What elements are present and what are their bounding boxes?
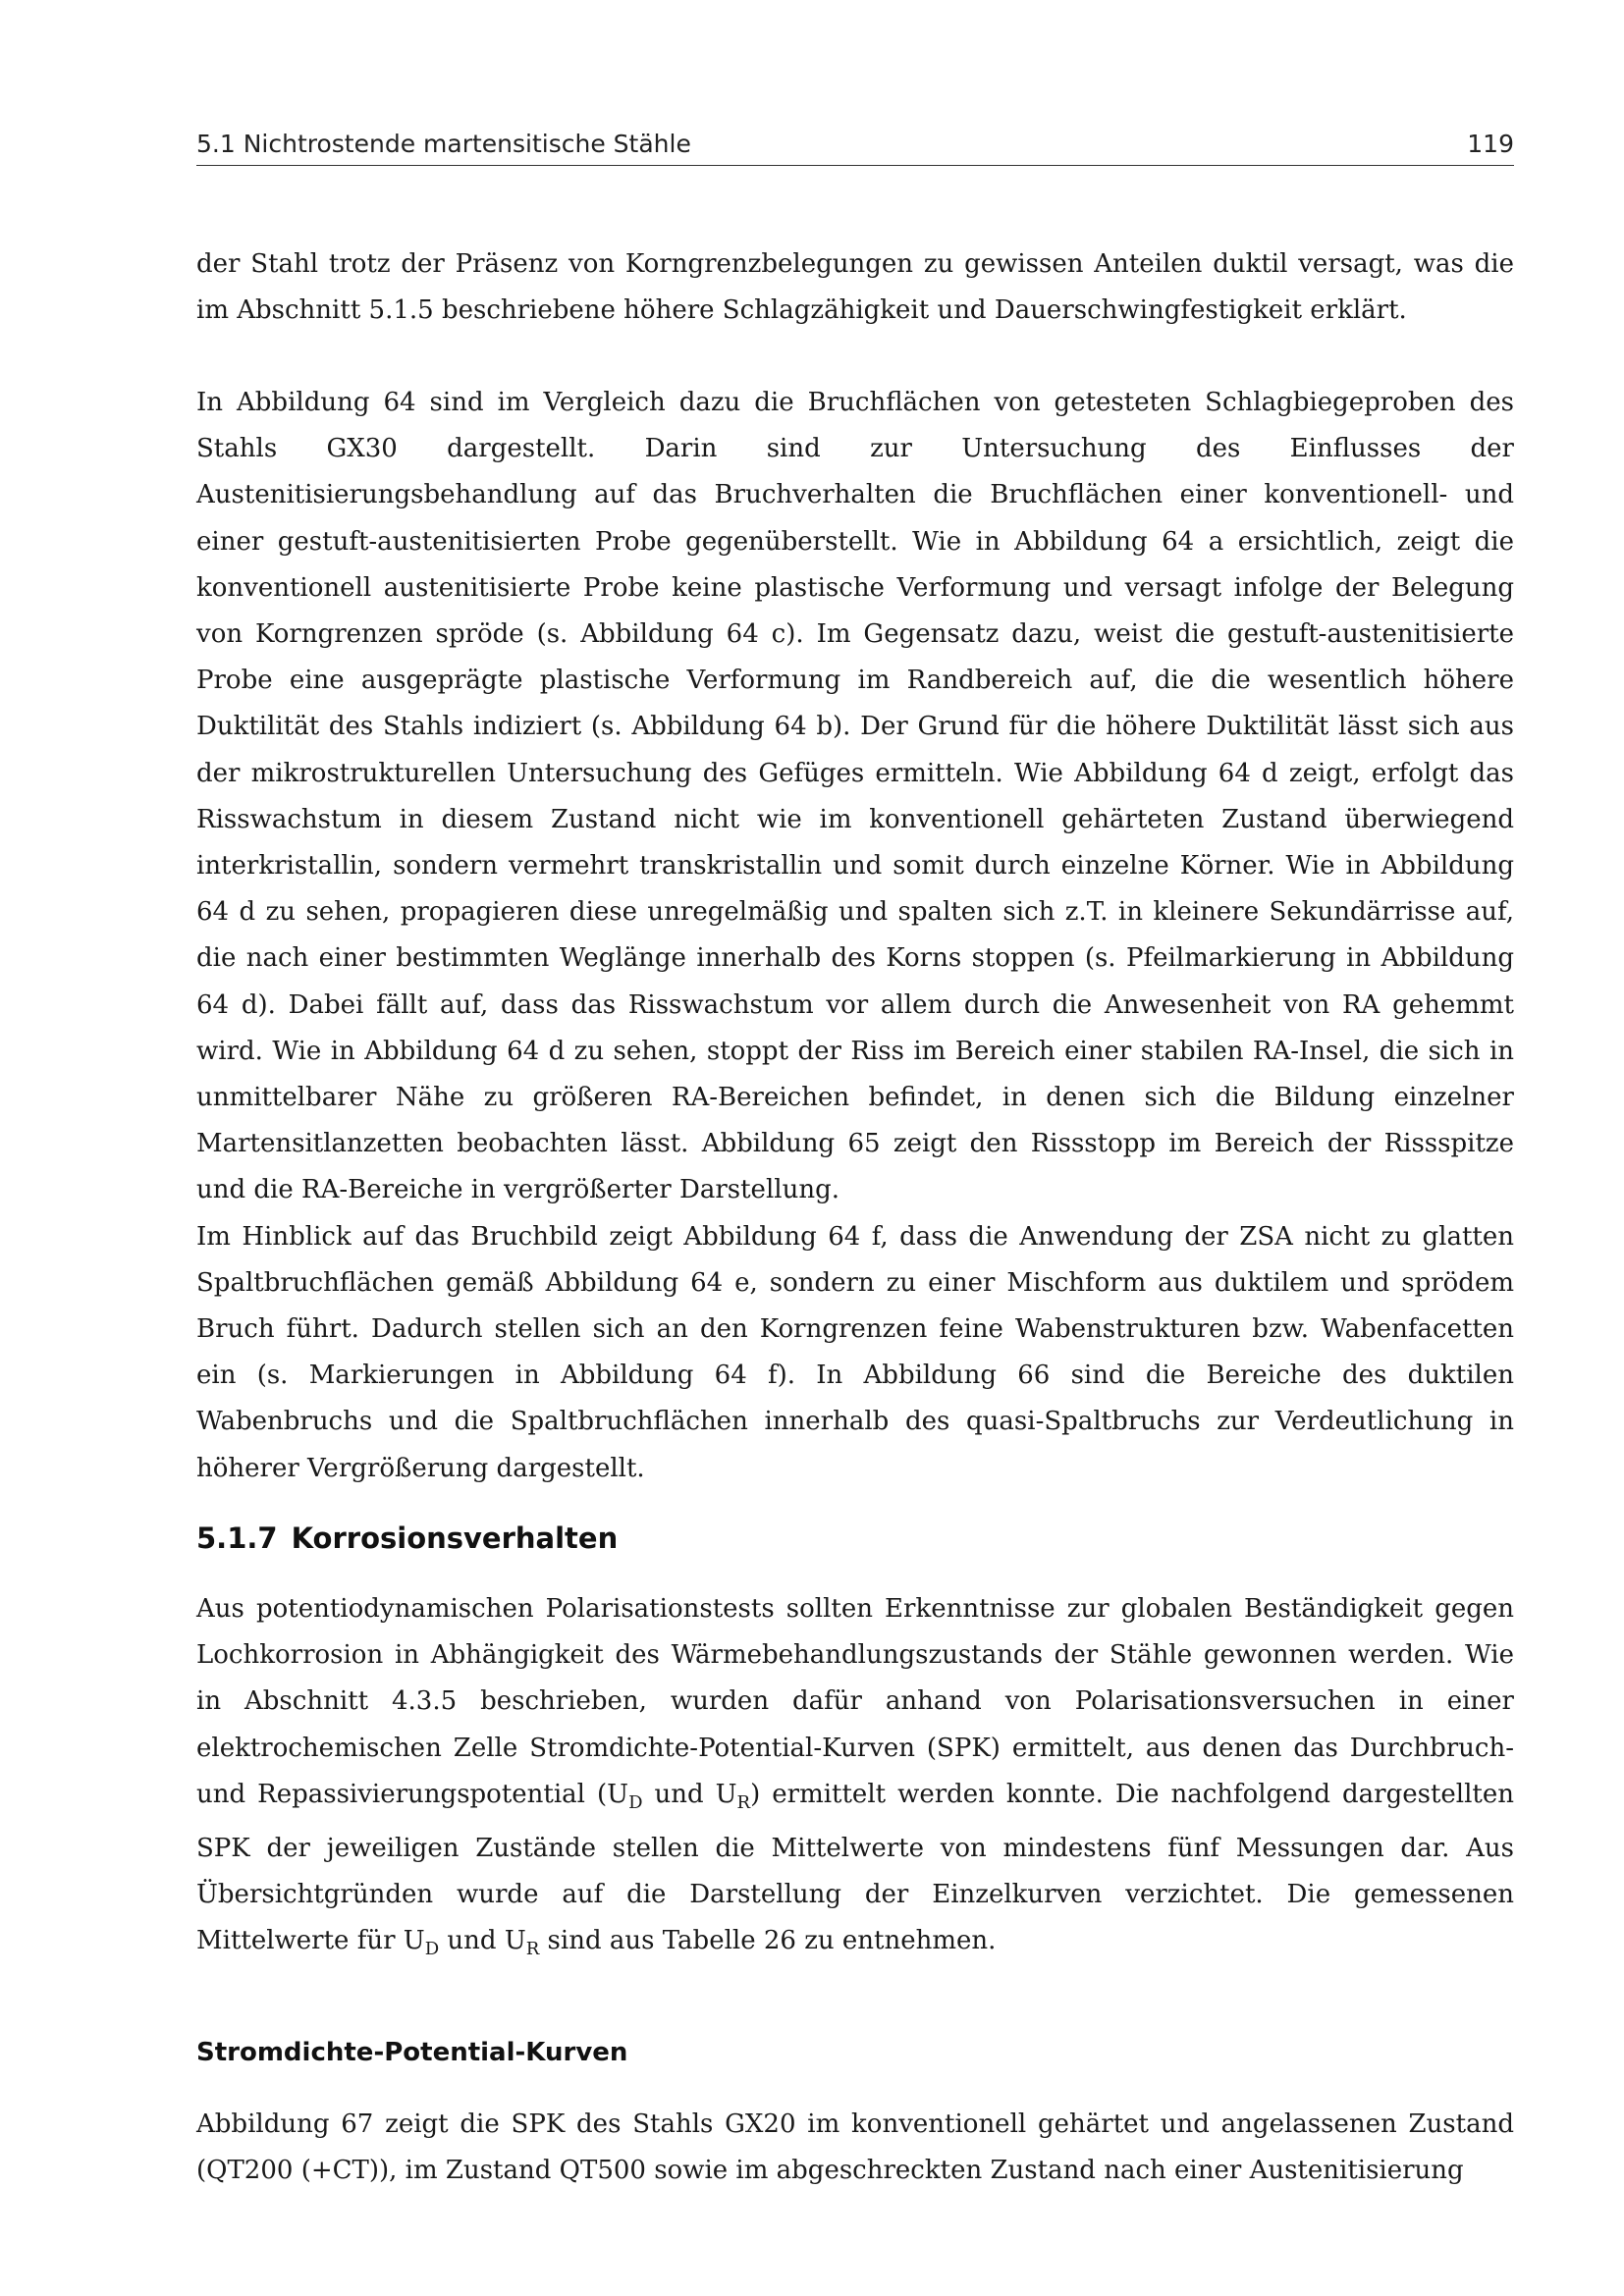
section-heading <box>196 1522 618 1555</box>
paragraph-continuation <box>196 241 1514 334</box>
header-section-label: 5.1 Nichtrostende martensitische Stähle <box>196 130 691 158</box>
symbol-u-r: $U_R$ <box>504 1926 540 1960</box>
paragraph-text: In Abbildung 64 sind im Vergleich dazu die Bruchflächen von getesteten Schlagbiegeproben des Stahls GX30 dargestellt. Darin sind zur Untersuchung des Einflusses der Austenitisierungsbehandlung auf das Bruchverhalten die Bruchflächen einer konventionell- und einer gestuft-austenitisierten Probe gegenüberstellt. Wie in Abbildung 64 a ersichtlich, zeigt die konventionell austenitisierte Probe keine plastische Verformung und versagt infolge der Belegung von Korngrenzen spröde (s. Abbildung 64 c). Im Gegensatz dazu, weist die gestuft-austenitisierte Probe eine ausgeprägte plastische Verformung im Randbereich auf, die die wesentlich höhere Duktilität des Stahls indiziert (s. Abbildung 64 b). Der Grund für die höhere Duktilität lässt sich aus der mikrostrukturellen Untersuchung des Gefüges ermitteln. Wie Abbildung 64 d zeigt, erfolgt das Risswachstum in diesem Zustand nicht wie im konventionell gehärteten Zustand überwiegend interkristallin, sondern vermehrt transkristallin und somit durch einzelne Körner. Wie in Abbildung 64 d zu sehen, propagieren diese unregelmäßig und spalten sich z.T. in kleinere Sekundärrisse auf, die nach einer bestimmten Weglänge innerhalb des Korns stoppen (s. Pfeilmarkierung in Abbildung 64 d). Dabei fällt auf, dass das Risswachstum vor allem durch die Anwesenheit von RA gehemmt wird. Wie in Abbildung 64 d zu sehen, stoppt der Riss im Bereich einer stabilen RA-Insel, die sich in unmittelbarer Nähe zu größeren RA-Bereichen befindet, in denen sich die Bildung einzelner Martensitlanzetten beobachten lässt. Abbildung 65 zeigt den Rissstopp im Bereich der Rissspitze und die RA-Bereiche in vergrößerter Darstellung. <box>196 388 1514 1205</box>
paragraph-text: Abbildung 67 zeigt die SPK des Stahls GX20 im konventionell gehärtet und angelassenen Zustand (QT200 (+CT)), im Zustand QT500 sowie im abgeschreckten Zustand nach einer Austenitisierung <box>196 2109 1514 2186</box>
section-title: Korrosionsverhalten <box>291 1522 619 1555</box>
running-header <box>196 126 1514 166</box>
page-number: 119 <box>1467 130 1514 158</box>
symbol-u-d: $U_D$ <box>403 1926 440 1960</box>
paragraph-corrosion-intro <box>196 1586 1514 1973</box>
paragraph-fracture-analysis <box>196 380 1514 1492</box>
paragraph-text: Im Hinblick auf das Bruchbild zeigt Abbildung 64 f, dass die Anwendung der ZSA nicht zu glatten Spaltbruchflächen gemäß Abbildung 64 e, sondern zu einer Mischform aus duktilem und sprödem Bruch führt. Dadurch stellen sich an den Korngrenzen feine Wabenstrukturen bzw. Wabenfacetten ein (s. Markierungen in Abbildung 64 f). In Abbildung 66 sind die Bereiche des duktilen Wabenbruchs und die Spaltbruchflächen innerhalb des quasi-Spaltbruchs zur Verdeutlichung in höherer Vergrößerung dargestellt. <box>196 1221 1514 1483</box>
paragraph-text: Aus potentiodynamischen Polarisationstests sollten Erkenntnisse zur globalen Beständigkeit gegen Lochkorrosion in Abhängigkeit des Wärmebehandlungszustands der Stähle gewonnen werden. Wie in Abschnitt 4.3.5 beschrieben, wurden dafür anhand von Polarisationsversuchen in einer elektrochemischen Zelle Stromdichte-Potential-Kurven (SPK) ermittelt, aus denen das Durchbruch- und Repassivierungspotential ($U_D$ und $U_R$) ermittelt werden konnte. Die nachfolgend dargestellten SPK der jeweiligen Zustände stellen die Mittelwerte von mindestens fünf Messungen dar. Aus Übersichtgründen wurde auf die Darstellung der Einzelkurven verzichtet. Die gemessenen Mittelwerte für $U_D$ und $U_R$ sind aus Tabelle 26 zu entnehmen. <box>196 1594 1514 1960</box>
section-number: 5.1.7 <box>196 1522 278 1555</box>
symbol-u-r: $U_R$ <box>715 1779 751 1813</box>
subsection-heading: Stromdichte-Potential-Kurven <box>196 2038 628 2067</box>
paragraph-text: der Stahl trotz der Präsenz von Korngrenzbelegungen zu gewissen Anteilen duktil versagt, was die im Abschnitt 5.1.5 beschriebene höhere Schlagzähigkeit und Dauerschwingfestigkeit erklärt. <box>196 249 1514 326</box>
paragraph-spk <box>196 2102 1514 2194</box>
symbol-u-d: $U_D$ <box>607 1779 643 1813</box>
